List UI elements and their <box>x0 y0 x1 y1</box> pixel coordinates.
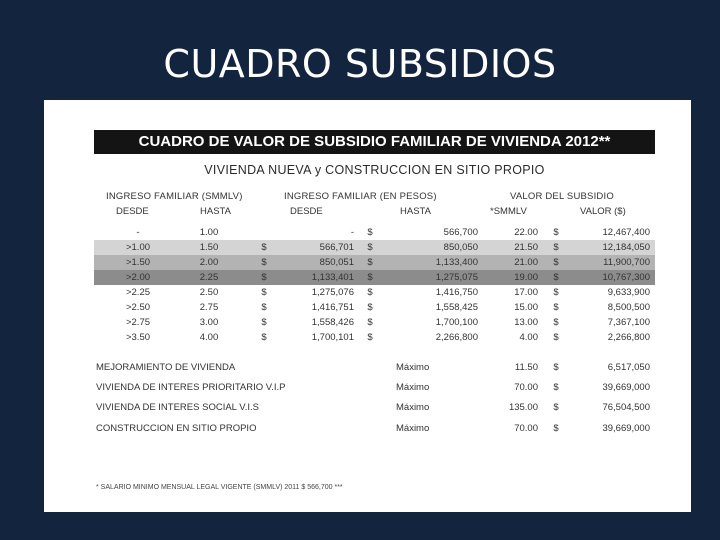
footnote: * SALARIO MINIMO MENSUAL LEGAL VIGENTE (SMMLV) 2011 $ 566,700 *** <box>96 484 343 491</box>
cell-smmlv: 22.00 <box>514 227 538 238</box>
group-header-pesos: INGRESO FAMILIAR (EN PESOS) <box>284 191 437 202</box>
document-image <box>44 100 691 512</box>
cell-currency-sign: $ <box>261 332 267 343</box>
table-header-bar: CUADRO DE VALOR DE SUBSIDIO FAMILIAR DE VIVIENDA 2012** <box>94 130 655 154</box>
table-row <box>94 270 655 285</box>
category-max-label: Máximo <box>396 382 430 393</box>
cell-hasta-pesos: 850,050 <box>443 242 478 253</box>
cell-smmlv: 17.00 <box>514 287 538 298</box>
category-smmlv: 135.00 <box>508 402 538 413</box>
cell-smmlv: 13.00 <box>514 317 538 328</box>
cell-currency-sign: $ <box>367 257 373 268</box>
category-smmlv: 70.00 <box>514 423 538 434</box>
group-header-subsidio: VALOR DEL SUBSIDIO <box>510 191 614 202</box>
cell-currency-sign: $ <box>367 332 373 343</box>
cell-currency-sign: $ <box>367 287 373 298</box>
col-header-desde-smmlv: DESDE <box>116 206 149 217</box>
table-row <box>94 300 655 315</box>
category-max-label: Máximo <box>396 362 430 373</box>
cell-currency-sign: $ <box>367 302 373 313</box>
cell-valor: 10,767,300 <box>602 272 650 283</box>
cell-hasta-pesos: 1,558,425 <box>435 302 478 313</box>
cell-currency-sign: $ <box>553 332 559 343</box>
cell-desde-pesos: 850,051 <box>319 257 354 268</box>
col-header-hasta-pesos: HASTA <box>400 206 431 217</box>
cell-desde-smmlv: >1.00 <box>125 242 151 253</box>
cell-currency-sign: $ <box>261 242 267 253</box>
category-row <box>94 400 655 416</box>
cell-currency-sign: $ <box>553 423 559 434</box>
cell-hasta-smmlv: 2.50 <box>199 287 219 298</box>
category-name: VIVIENDA DE INTERES SOCIAL V.I.S <box>96 402 259 413</box>
cell-hasta-smmlv: 1.50 <box>199 242 219 253</box>
table-row <box>94 315 655 330</box>
cell-desde-pesos: 1,700,101 <box>311 332 354 343</box>
table-row <box>94 225 655 240</box>
cell-hasta-smmlv: 2.25 <box>199 272 219 283</box>
cell-currency-sign: $ <box>553 287 559 298</box>
cell-currency-sign: $ <box>367 272 373 283</box>
cell-desde-smmlv: >2.25 <box>125 287 151 298</box>
category-valor: 76,504,500 <box>602 402 650 413</box>
cell-currency-sign: $ <box>553 302 559 313</box>
cell-currency-sign: $ <box>367 227 373 238</box>
cell-desde-smmlv: >2.50 <box>125 302 151 313</box>
table-row <box>94 330 655 345</box>
category-row <box>94 421 655 437</box>
category-row <box>94 380 655 396</box>
col-header-hasta-smmlv: HASTA <box>200 206 231 217</box>
category-max-label: Máximo <box>396 423 430 434</box>
category-name: VIVIENDA DE INTERES PRIORITARIO V.I.P <box>96 382 286 393</box>
category-name: MEJORAMIENTO DE VIVIENDA <box>96 362 236 373</box>
cell-hasta-smmlv: 3.00 <box>199 317 219 328</box>
cell-currency-sign: $ <box>367 242 373 253</box>
cell-currency-sign: $ <box>553 362 559 373</box>
cell-smmlv: 19.00 <box>514 272 538 283</box>
cell-hasta-pesos: 1,133,400 <box>435 257 478 268</box>
category-row <box>94 360 655 376</box>
cell-currency-sign: $ <box>553 242 559 253</box>
category-valor: 6,517,050 <box>607 362 650 373</box>
category-valor: 39,669,000 <box>602 423 650 434</box>
cell-smmlv: 21.50 <box>514 242 538 253</box>
col-header-smmlv: *SMMLV <box>490 206 527 217</box>
cell-hasta-smmlv: 2.00 <box>199 257 219 268</box>
cell-desde-pesos: - <box>350 227 354 238</box>
cell-desde-smmlv: >2.75 <box>125 317 151 328</box>
category-smmlv: 11.50 <box>514 362 538 373</box>
cell-valor: 9,633,900 <box>607 287 650 298</box>
cell-hasta-pesos: 1,275,075 <box>435 272 478 283</box>
category-max-label: Máximo <box>396 402 430 413</box>
cell-hasta-pesos: 1,700,100 <box>435 317 478 328</box>
group-header-smmlv: INGRESO FAMILIAR (SMMLV) <box>106 191 243 202</box>
cell-desde-pesos: 1,558,426 <box>311 317 354 328</box>
cell-desde-pesos: 566,701 <box>319 242 354 253</box>
slide-title: CUADRO SUBSIDIOS <box>163 42 557 86</box>
cell-smmlv: 4.00 <box>519 332 538 343</box>
cell-currency-sign: $ <box>367 317 373 328</box>
cell-currency-sign: $ <box>553 257 559 268</box>
table-row <box>94 240 655 255</box>
cell-currency-sign: $ <box>261 257 267 268</box>
cell-smmlv: 15.00 <box>514 302 538 313</box>
cell-currency-sign: $ <box>261 287 267 298</box>
cell-hasta-smmlv: 1.00 <box>199 227 219 238</box>
cell-hasta-pesos: 2,266,800 <box>435 332 478 343</box>
cell-currency-sign: $ <box>553 402 559 413</box>
cell-currency-sign: $ <box>553 227 559 238</box>
cell-desde-smmlv: >1.50 <box>125 257 151 268</box>
cell-smmlv: 21.00 <box>514 257 538 268</box>
cell-currency-sign: $ <box>261 302 267 313</box>
cell-currency-sign: $ <box>261 272 267 283</box>
table-row <box>94 285 655 300</box>
table-subtitle: VIVIENDA NUEVA y CONSTRUCCION EN SITIO PROPIO <box>204 163 545 177</box>
table-row <box>94 255 655 270</box>
category-smmlv: 70.00 <box>514 382 538 393</box>
cell-desde-smmlv: - <box>136 227 140 238</box>
cell-hasta-smmlv: 2.75 <box>199 302 219 313</box>
cell-desde-pesos: 1,133,401 <box>311 272 354 283</box>
cell-valor: 12,184,050 <box>602 242 650 253</box>
cell-valor: 2,266,800 <box>607 332 650 343</box>
cell-valor: 11,900,700 <box>603 257 650 268</box>
cell-valor: 7,367,100 <box>607 317 650 328</box>
cell-desde-pesos: 1,275,076 <box>311 287 354 298</box>
category-valor: 39,669,000 <box>602 382 650 393</box>
cell-valor: 8,500,500 <box>607 302 650 313</box>
cell-desde-pesos: 1,416,751 <box>311 302 354 313</box>
cell-hasta-pesos: 566,700 <box>443 227 478 238</box>
cell-desde-smmlv: >3.50 <box>125 332 151 343</box>
cell-currency-sign: $ <box>553 272 559 283</box>
col-header-valor: VALOR ($) <box>580 206 626 217</box>
cell-valor: 12,467,400 <box>602 227 650 238</box>
cell-desde-smmlv: >2.00 <box>125 272 151 283</box>
cell-currency-sign: $ <box>261 317 267 328</box>
cell-currency-sign: $ <box>553 382 559 393</box>
cell-currency-sign: $ <box>553 317 559 328</box>
category-name: CONSTRUCCION EN SITIO PROPIO <box>96 423 257 434</box>
cell-hasta-smmlv: 4.00 <box>199 332 219 343</box>
cell-hasta-pesos: 1,416,750 <box>435 287 478 298</box>
col-header-desde-pesos: DESDE <box>290 206 323 217</box>
